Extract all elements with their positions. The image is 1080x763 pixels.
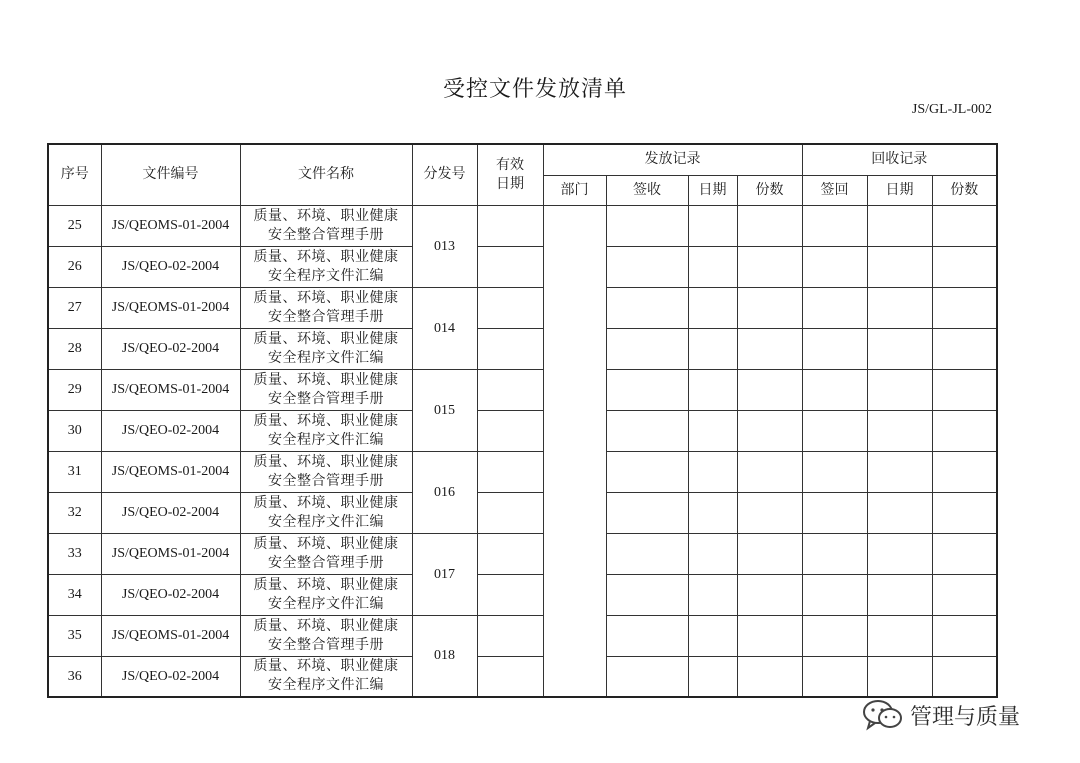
seq-cell: 30 (48, 410, 101, 451)
issue-date-cell[interactable] (688, 287, 737, 328)
header-valid-date-line1: 有效 (496, 156, 524, 173)
file-name-line2: 安全整合管理手册 (268, 226, 384, 243)
header-issue-copies: 份数 (737, 175, 802, 205)
table-row (48, 533, 997, 574)
file-name-line1: 质量、环境、职业健康 (253, 289, 399, 306)
seq-cell: 25 (48, 205, 101, 246)
issue-dept-cell[interactable] (543, 205, 606, 697)
table-row (48, 328, 997, 369)
seq-cell: 27 (48, 287, 101, 328)
seq-cell: 35 (48, 615, 101, 656)
issue-date-cell[interactable] (688, 369, 737, 410)
issue-date-cell[interactable] (688, 574, 737, 615)
return-sign-cell[interactable] (802, 410, 867, 451)
watermark (862, 698, 1020, 732)
dist-no-cell: 016 (412, 451, 477, 533)
file-no-cell: JS/QEO-02-2004 (101, 410, 240, 451)
issue-sign-cell[interactable] (606, 328, 688, 369)
issue-sign-cell[interactable] (606, 492, 688, 533)
return-date-cell[interactable] (867, 574, 932, 615)
return-sign-cell[interactable] (802, 287, 867, 328)
return-sign-cell[interactable] (802, 574, 867, 615)
return-date-cell[interactable] (867, 369, 932, 410)
table-row (48, 492, 997, 533)
dist-no-cell: 014 (412, 287, 477, 369)
table-row (48, 615, 997, 656)
seq-cell: 36 (48, 656, 101, 697)
watermark-text: 管理与质量 (910, 704, 1021, 730)
issue-date-cell[interactable] (688, 451, 737, 492)
issue-copies-cell[interactable] (737, 492, 802, 533)
file-name-line2: 安全整合管理手册 (268, 390, 384, 407)
file-no-cell: JS/QEO-02-2004 (101, 656, 240, 697)
valid-date-cell[interactable] (477, 205, 543, 246)
issue-sign-cell[interactable] (606, 615, 688, 656)
table-row (48, 574, 997, 615)
header-issue-dept: 部门 (543, 175, 606, 205)
return-date-cell[interactable] (867, 451, 932, 492)
file-name-line1: 质量、环境、职业健康 (253, 248, 399, 265)
valid-date-cell[interactable] (477, 615, 543, 656)
header-valid-date-line2: 日期 (496, 175, 524, 192)
return-date-cell[interactable] (867, 492, 932, 533)
valid-date-cell[interactable] (477, 656, 543, 697)
return-sign-cell[interactable] (802, 246, 867, 287)
header-file-name: 文件名称 (240, 144, 412, 205)
return-date-cell[interactable] (867, 533, 932, 574)
return-date-cell[interactable] (867, 328, 932, 369)
file-name-line2: 安全整合管理手册 (268, 554, 384, 571)
file-name-line1: 质量、环境、职业健康 (253, 412, 399, 429)
table-row (48, 205, 997, 246)
file-no-cell: JS/QEOMS-01-2004 (101, 533, 240, 574)
file-name-line1: 质量、环境、职业健康 (253, 535, 399, 552)
file-no-cell: JS/QEOMS-01-2004 (101, 287, 240, 328)
return-sign-cell[interactable] (802, 615, 867, 656)
file-name-cell (240, 492, 412, 533)
seq-cell: 26 (48, 246, 101, 287)
valid-date-cell[interactable] (477, 451, 543, 492)
table-row (48, 410, 997, 451)
file-name-line2: 安全程序文件汇编 (268, 431, 384, 448)
return-copies-cell[interactable] (932, 533, 997, 574)
dist-no-cell: 015 (412, 369, 477, 451)
file-no-cell: JS/QEO-02-2004 (101, 246, 240, 287)
wechat-icon (862, 698, 904, 732)
header-seq: 序号 (48, 144, 101, 205)
return-copies-cell[interactable] (932, 574, 997, 615)
header-issue-date: 日期 (688, 175, 737, 205)
file-name-line1: 质量、环境、职业健康 (253, 576, 399, 593)
file-name-line2: 安全程序文件汇编 (268, 677, 384, 694)
file-name-cell (240, 369, 412, 410)
file-name-line1: 质量、环境、职业健康 (253, 494, 399, 511)
return-date-cell[interactable] (867, 410, 932, 451)
valid-date-cell[interactable] (477, 369, 543, 410)
seq-cell: 33 (48, 533, 101, 574)
issue-sign-cell[interactable] (606, 451, 688, 492)
return-sign-cell[interactable] (802, 656, 867, 697)
issue-copies-cell[interactable] (737, 369, 802, 410)
header-dist-no: 分发号 (412, 144, 477, 205)
issue-copies-cell[interactable] (737, 205, 802, 246)
return-copies-cell[interactable] (932, 656, 997, 697)
header-return-date: 日期 (867, 175, 932, 205)
valid-date-cell[interactable] (477, 533, 543, 574)
file-name-line1: 质量、环境、职业健康 (253, 371, 399, 388)
issue-date-cell[interactable] (688, 410, 737, 451)
return-sign-cell[interactable] (802, 205, 867, 246)
header-issue-record: 发放记录 (543, 144, 802, 175)
file-no-cell: JS/QEOMS-01-2004 (101, 615, 240, 656)
dist-no-cell: 017 (412, 533, 477, 615)
return-copies-cell[interactable] (932, 492, 997, 533)
seq-cell: 28 (48, 328, 101, 369)
file-name-cell (240, 246, 412, 287)
issue-sign-cell[interactable] (606, 533, 688, 574)
issue-copies-cell[interactable] (737, 615, 802, 656)
issue-date-cell[interactable] (688, 656, 737, 697)
return-date-cell[interactable] (867, 656, 932, 697)
valid-date-cell[interactable] (477, 574, 543, 615)
document-title: 受控文件发放清单 (442, 77, 627, 102)
return-sign-cell[interactable] (802, 328, 867, 369)
table-row (48, 656, 997, 697)
issue-copies-cell[interactable] (737, 410, 802, 451)
valid-date-cell[interactable] (477, 246, 543, 287)
file-no-cell: JS/QEO-02-2004 (101, 492, 240, 533)
dist-no-cell: 018 (412, 615, 477, 697)
file-name-line1: 质量、环境、职业健康 (253, 617, 399, 634)
return-copies-cell[interactable] (932, 328, 997, 369)
valid-date-cell[interactable] (477, 410, 543, 451)
file-name-line2: 安全程序文件汇编 (268, 595, 384, 612)
return-copies-cell[interactable] (932, 410, 997, 451)
file-name-cell (240, 410, 412, 451)
file-name-line1: 质量、环境、职业健康 (253, 330, 399, 347)
issue-date-cell[interactable] (688, 246, 737, 287)
file-name-cell (240, 287, 412, 328)
file-no-cell: JS/QEOMS-01-2004 (101, 451, 240, 492)
document-code: JS/GL-JL-002 (911, 102, 992, 117)
return-copies-cell[interactable] (932, 451, 997, 492)
return-copies-cell[interactable] (932, 205, 997, 246)
header-valid-date (477, 144, 543, 205)
file-no-cell: JS/QEOMS-01-2004 (101, 205, 240, 246)
issue-copies-cell[interactable] (737, 246, 802, 287)
issue-copies-cell[interactable] (737, 287, 802, 328)
seq-cell: 29 (48, 369, 101, 410)
issue-sign-cell[interactable] (606, 574, 688, 615)
issue-sign-cell[interactable] (606, 246, 688, 287)
issue-copies-cell[interactable] (737, 656, 802, 697)
header-row-1 (48, 144, 997, 175)
seq-cell: 31 (48, 451, 101, 492)
file-no-cell: JS/QEO-02-2004 (101, 574, 240, 615)
issue-date-cell[interactable] (688, 615, 737, 656)
file-name-line2: 安全整合管理手册 (268, 308, 384, 325)
file-name-line2: 安全程序文件汇编 (268, 349, 384, 366)
file-name-cell (240, 205, 412, 246)
return-sign-cell[interactable] (802, 451, 867, 492)
issue-sign-cell[interactable] (606, 410, 688, 451)
return-date-cell[interactable] (867, 246, 932, 287)
return-date-cell[interactable] (867, 615, 932, 656)
issue-sign-cell[interactable] (606, 287, 688, 328)
header-return-record: 回收记录 (802, 144, 997, 175)
table-row (48, 451, 997, 492)
file-name-cell (240, 451, 412, 492)
file-no-cell: JS/QEOMS-01-2004 (101, 369, 240, 410)
header-file-no: 文件编号 (101, 144, 240, 205)
seq-cell: 32 (48, 492, 101, 533)
return-date-cell[interactable] (867, 205, 932, 246)
file-name-cell (240, 615, 412, 656)
valid-date-cell[interactable] (477, 287, 543, 328)
file-name-cell (240, 328, 412, 369)
file-name-line2: 安全整合管理手册 (268, 472, 384, 489)
issue-sign-cell[interactable] (606, 369, 688, 410)
header-return-copies: 份数 (932, 175, 997, 205)
issue-copies-cell[interactable] (737, 533, 802, 574)
file-name-line1: 质量、环境、职业健康 (253, 207, 399, 224)
issue-copies-cell[interactable] (737, 328, 802, 369)
file-name-line2: 安全程序文件汇编 (268, 513, 384, 530)
file-name-line2: 安全程序文件汇编 (268, 267, 384, 284)
issue-sign-cell[interactable] (606, 205, 688, 246)
table-row (48, 287, 997, 328)
return-copies-cell[interactable] (932, 369, 997, 410)
file-name-line1: 质量、环境、职业健康 (253, 658, 399, 675)
file-name-cell (240, 533, 412, 574)
file-name-line2: 安全整合管理手册 (268, 636, 384, 653)
seq-cell: 34 (48, 574, 101, 615)
file-name-line1: 质量、环境、职业健康 (253, 453, 399, 470)
issue-copies-cell[interactable] (737, 451, 802, 492)
table-row (48, 369, 997, 410)
return-copies-cell[interactable] (932, 615, 997, 656)
file-name-cell (240, 656, 412, 697)
dist-no-cell: 013 (412, 205, 477, 287)
return-copies-cell[interactable] (932, 246, 997, 287)
issue-copies-cell[interactable] (737, 574, 802, 615)
return-copies-cell[interactable] (932, 287, 997, 328)
issue-date-cell[interactable] (688, 533, 737, 574)
return-sign-cell[interactable] (802, 533, 867, 574)
table-row (48, 246, 997, 287)
issue-date-cell[interactable] (688, 328, 737, 369)
issue-date-cell[interactable] (688, 492, 737, 533)
return-sign-cell[interactable] (802, 492, 867, 533)
return-sign-cell[interactable] (802, 369, 867, 410)
issue-sign-cell[interactable] (606, 656, 688, 697)
header-issue-sign: 签收 (606, 175, 688, 205)
valid-date-cell[interactable] (477, 492, 543, 533)
return-date-cell[interactable] (867, 287, 932, 328)
file-no-cell: JS/QEO-02-2004 (101, 328, 240, 369)
valid-date-cell[interactable] (477, 328, 543, 369)
distribution-table (47, 143, 998, 698)
file-name-cell (240, 574, 412, 615)
issue-date-cell[interactable] (688, 205, 737, 246)
header-return-sign: 签回 (802, 175, 867, 205)
